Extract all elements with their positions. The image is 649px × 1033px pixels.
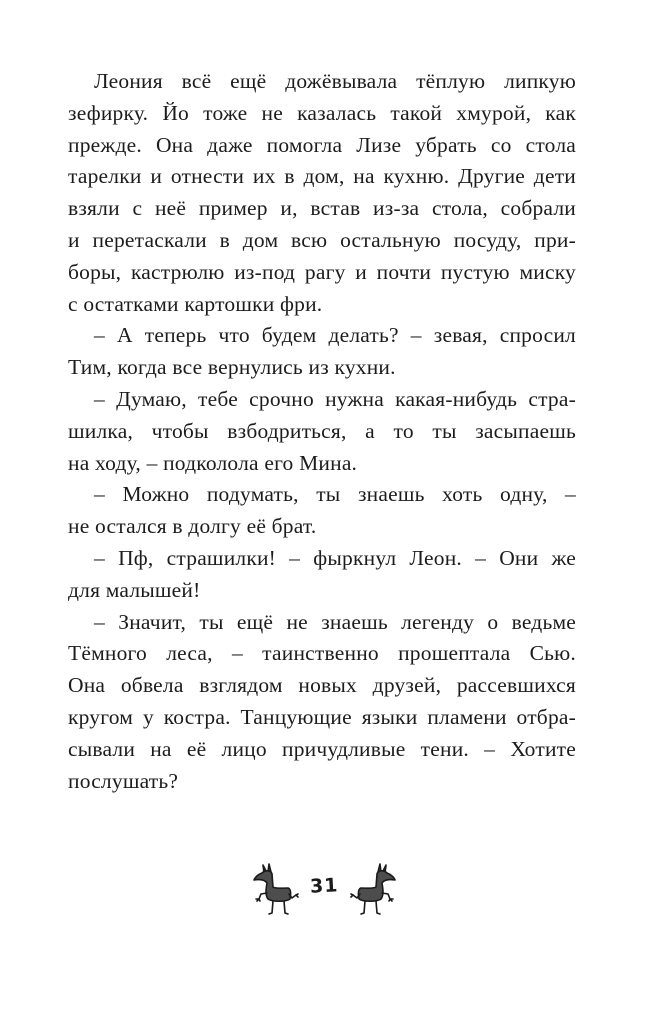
text-line: прежде. Она даже помогла Лизе убрать со стола <box>68 132 576 157</box>
paragraph <box>68 320 576 384</box>
text-line: кругом у костра. Танцующие языки пламени отбра- <box>68 704 576 729</box>
text-line: Тим, когда все вернулись из кухни. <box>68 355 396 380</box>
paragraph <box>68 384 576 479</box>
llama-creature-icon <box>250 861 300 919</box>
text-line: Тёмного леса, – таинственно прошептала Сью. <box>68 641 576 666</box>
text-line: для малышей! <box>68 577 201 602</box>
text-line: и перетаскали в дом всю остальную посуду, при- <box>68 227 576 252</box>
paragraph <box>68 479 576 543</box>
page-number: 31 <box>309 874 340 898</box>
text-line: на ходу, – подколола его Мина. <box>68 450 358 475</box>
text-line: – Можно подумать, ты знаешь хоть одну, – <box>94 482 576 507</box>
text-line: зефирку. Йо тоже не казалась такой хмурой, как <box>68 100 576 125</box>
text-line: тарелки и отнести их в дом, на кухню. Другие дети <box>68 164 576 189</box>
text-line: – А теперь что будем делать? – зевая, спросил <box>94 323 576 348</box>
text-line: послушать? <box>68 768 179 793</box>
paragraph <box>68 66 576 320</box>
text-line: взяли с неё пример и, встав из-за стола, собрали <box>68 196 576 221</box>
text-line: не остался в долгу её брат. <box>68 514 317 539</box>
page-footer <box>0 855 649 925</box>
text-line: сывали на её лицо причудливые тени. – Хотите <box>68 736 576 761</box>
text-line: шилка, чтобы взбодриться, а то ты засыпаешь <box>68 418 576 443</box>
text-line: – Пф, страшилки! – фыркнул Леон. – Они же <box>94 545 576 570</box>
text-line: – Значит, ты ещё не знаешь легенду о ведьме <box>94 609 576 634</box>
text-line: боры, кастрюлю из-под рагу и почти пустую миску <box>68 259 576 284</box>
text-line: с остатками картошки фри. <box>68 291 323 316</box>
text-line: – Думаю, тебе срочно нужна какая-нибудь стра- <box>94 386 576 411</box>
llama-creature-icon <box>349 861 399 919</box>
paragraph <box>68 607 576 798</box>
text-line: Леония всё ещё дожёвывала тёплую липкую <box>94 69 576 93</box>
body-text <box>68 66 576 797</box>
paragraph <box>68 543 576 607</box>
text-line: Она обвела взглядом новых друзей, рассевшихся <box>68 673 576 698</box>
